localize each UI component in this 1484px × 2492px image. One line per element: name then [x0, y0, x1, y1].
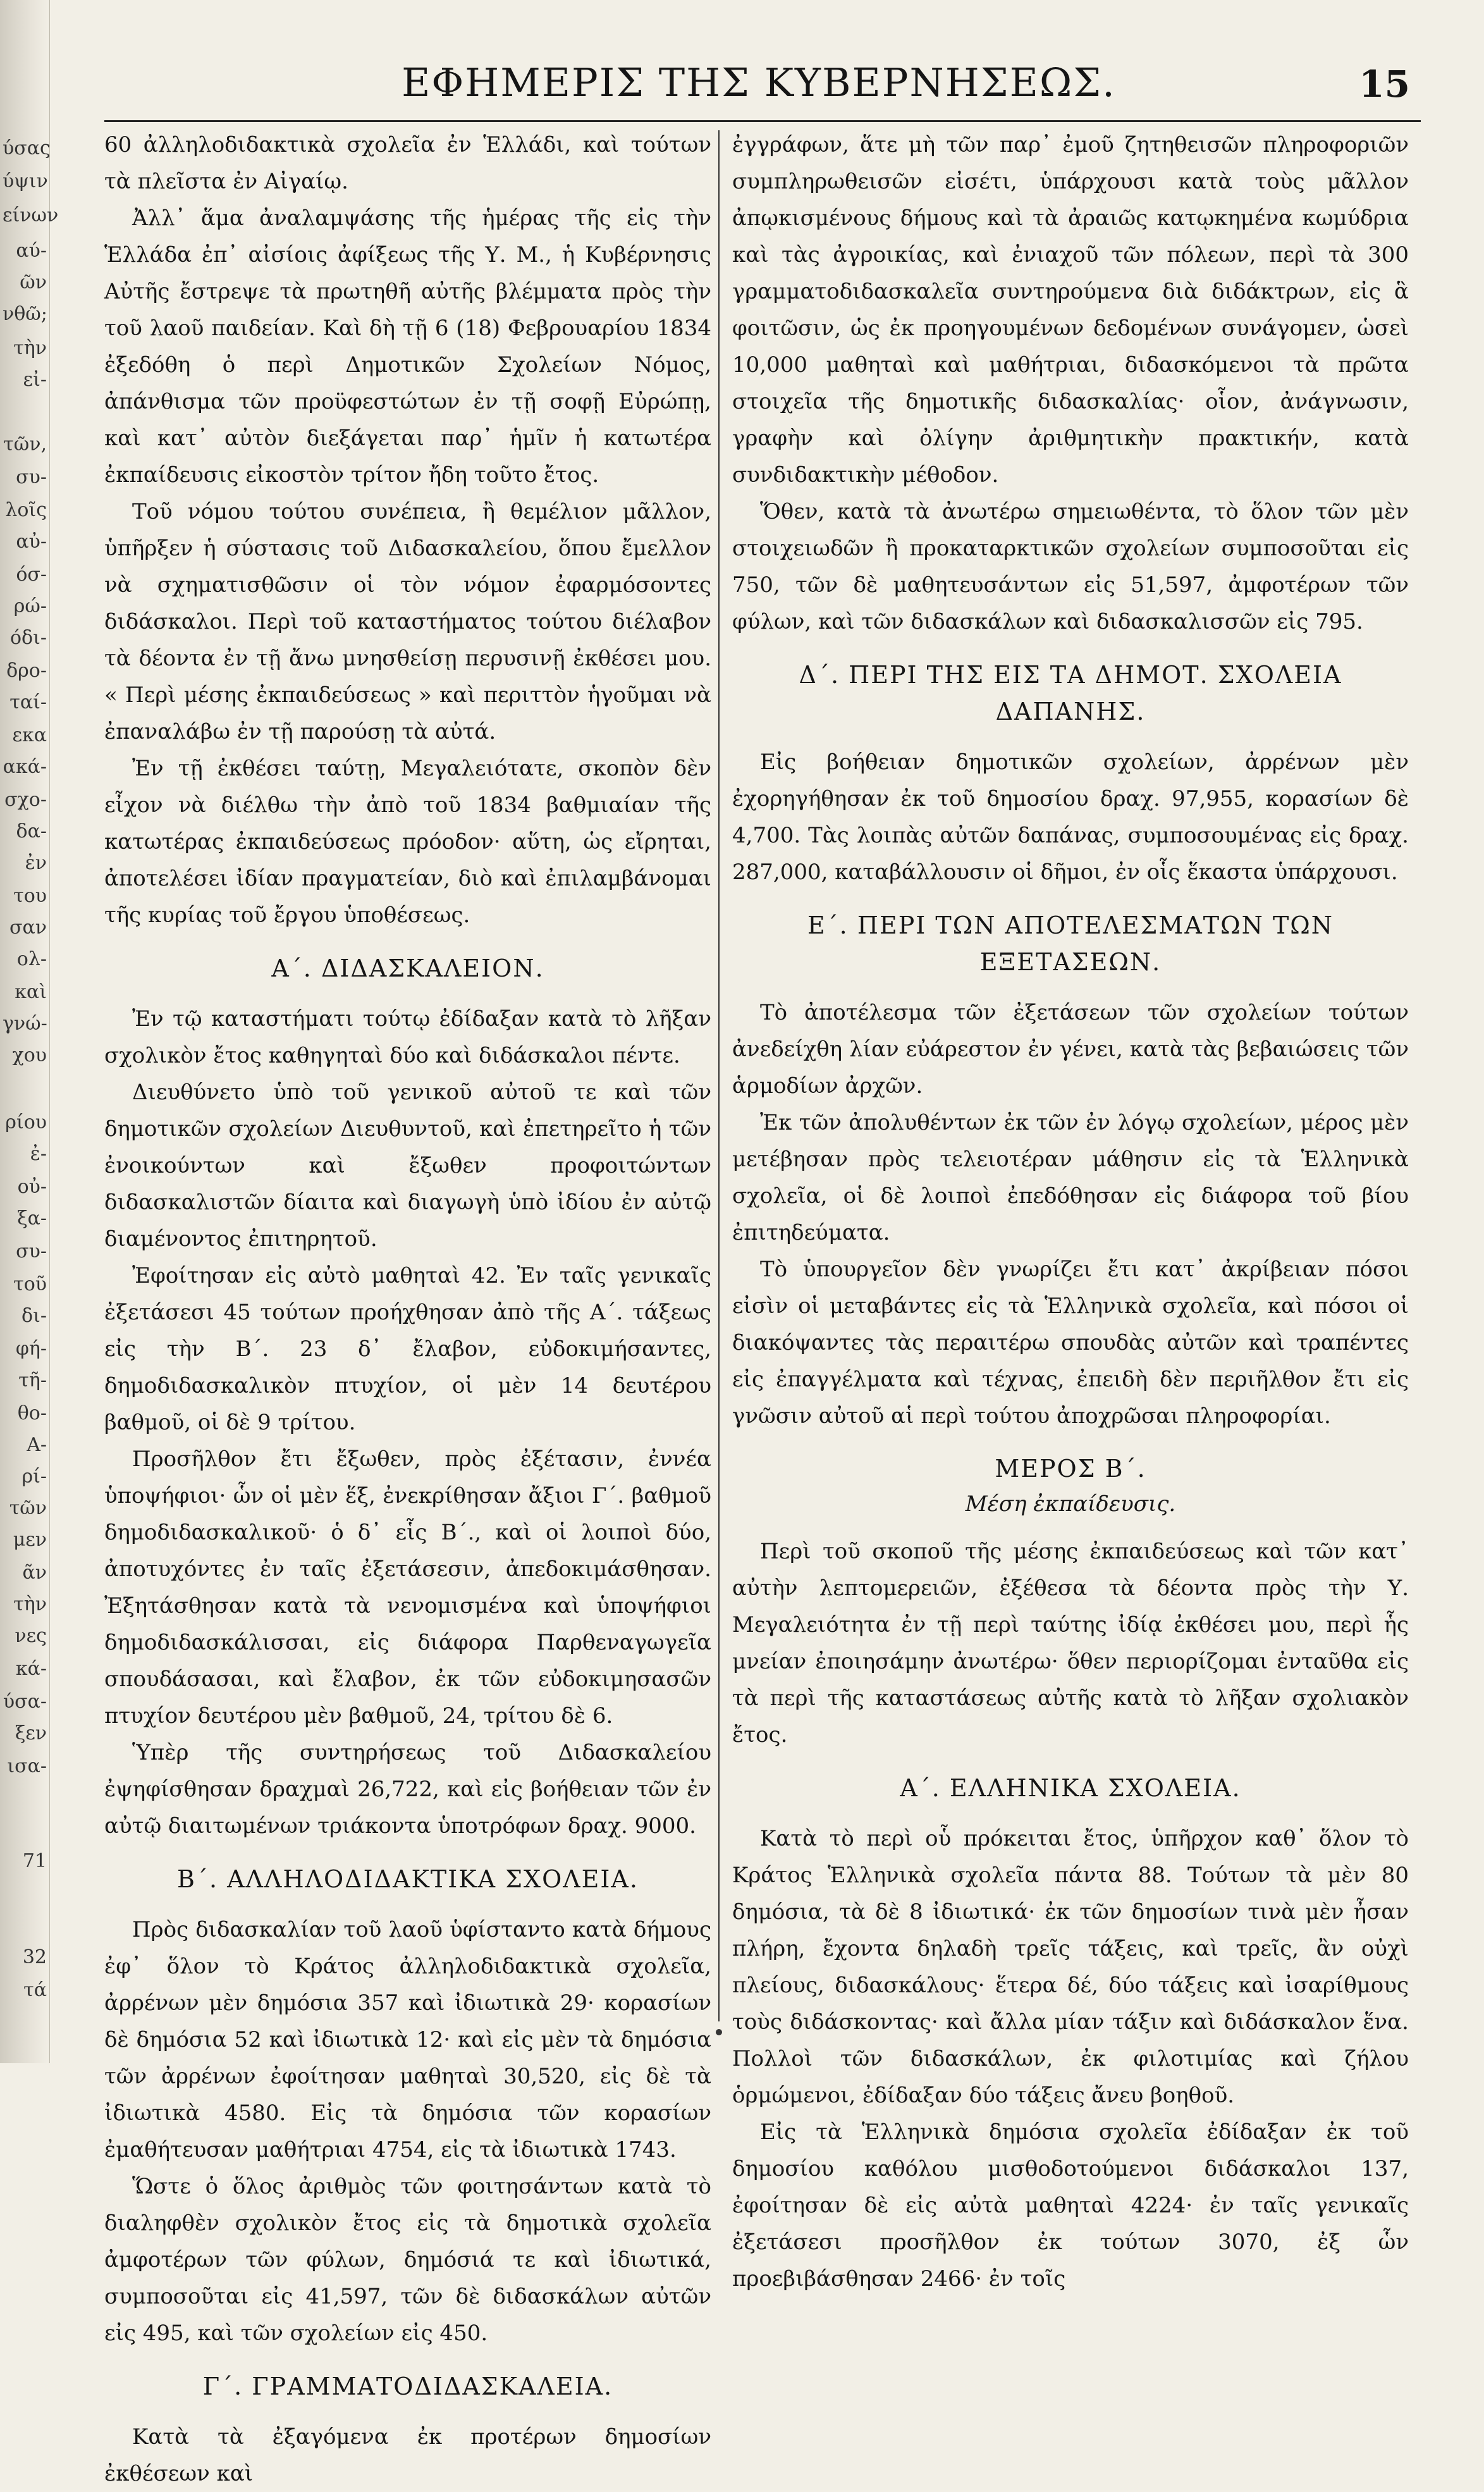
edge-fragment: συ- — [16, 1240, 47, 1262]
column-divider — [718, 130, 720, 2021]
edge-fragment: ρώ- — [13, 595, 47, 617]
edge-fragment: ισα- — [7, 1755, 47, 1777]
paragraph: Ὥστε ὁ ὅλος ἀριθμὸς τῶν φοιτησάντων κατὰ τὸ διαληφθὲν σχολικὸν ἔτος εἰς τὰ δημοτικὰ σχολεῖα ἀμφοτέρων τῶν φύλων, δημόσιά τε καὶ ἰδιωτικά, συμποσοῦται εἰς 41,597, τῶν δὲ διδασκάλων αὐτῶν εἰς 495, καὶ τῶν σχολείων εἰς 450. — [104, 2174, 711, 2346]
section-heading: Β΄. ΑΛΛΗΛΟΔΙΔΑΚΤΙΚΑ ΣΧΟΛΕΙΑ. — [177, 1865, 639, 1893]
edge-fragment: νθῶ; — [3, 303, 47, 325]
edge-fragment: καὶ — [15, 981, 47, 1003]
header-rule — [104, 120, 1421, 122]
edge-fragment: 71 — [22, 1850, 47, 1872]
paragraph: Ὑπὲρ τῆς συντηρήσεως τοῦ Διδασκαλείου ἐψηφίσθησαν δραχμαὶ 26,722, καὶ εἰς βοήθειαν τῶν ἐν αὐτῷ διαιτωμένων τριάκοντα ὑποτρόφων δραχ. 9000. — [104, 1740, 711, 1839]
edge-fragment: ξα- — [17, 1207, 47, 1230]
edge-fragment: όδι- — [9, 627, 47, 649]
edge-fragment: νες — [15, 1625, 47, 1647]
edge-fragment: συ- — [16, 466, 47, 488]
page-number: 15 — [1359, 63, 1410, 106]
edge-fragment: χου — [12, 1044, 47, 1066]
paragraph: Τὸ ὑπουργεῖον δὲν γνωρίζει ἔτι κατ᾽ ἀκρίβειαν πόσοι εἰσὶν οἱ μεταβάντες εἰς τὰ Ἑλληνικὰ σχολεῖα, καὶ πόσοι οἱ διακόψαντες τὰς περαιτέρω σπουδὰς αὐτῶν καὶ τραπέντες εἰς ἐπαγγέλματα καὶ τέχνας, ἐπειδὴ δὲν περιῆλθον ἔτι εἰς γνῶσιν αὐτοῦ αἱ περὶ τούτου ἀποχρῶσαι πληροφορίαι. — [732, 1257, 1409, 1429]
edge-fragment: οὐ- — [17, 1176, 47, 1198]
section-heading: Α΄. ΕΛΛΗΝΙΚΑ ΣΧΟΛΕΙΑ. — [900, 1774, 1241, 1802]
edge-fragment: 32 — [22, 1946, 47, 1968]
section-heading: Α΄. ΔΙΔΑΣΚΑΛΕΙΟΝ. — [271, 954, 544, 982]
edge-fragment: τοῦ — [13, 1273, 47, 1295]
paragraph: Ἀλλ᾽ ἅμα ἀναλαμψάσης τῆς ἡμέρας τῆς εἰς τὴν Ἑλλάδα ἐπ᾽ αἰσίοις ἀφίξεως τῆς Υ. Μ., ἡ Κυβέρνησις Αὐτῆς ἔστρεψε τὰ πρωτηθῆ αὐτῆς βλέμματα πρὸς τὴν τοῦ λαοῦ παιδείαν. Καὶ δὴ τῇ 6 (18) Φεβρουαρίου 1834 ἐξεδόθη ὁ περὶ Δημοτικῶν Σχολείων Νόμος, ἀπάνθισμα τῶν προϋφεστώτων ἐν τῇ σοφῇ Εὐρώπῃ, καὶ κατ᾽ αὐτὸν διεξάγεται παρ᾽ ἡμῖν ἡ κατωτέρα ἐκπαίδευσις εἰκοστὸν τρίτον ἤδη τοῦτο ἔτος. — [104, 206, 711, 488]
ornament-dot — [716, 2029, 722, 2035]
edge-fragment: δα- — [16, 820, 47, 842]
edge-fragment: εἰ- — [23, 369, 47, 391]
paragraph: Ἐφοίτησαν εἰς αὐτὸ μαθηταὶ 42. Ἐν ταῖς γενικαῖς ἐξετάσεσι 45 τούτων προήχθησαν ἀπὸ τῆς Α΄. τάξεως εἰς τὴν Β΄. 23 δ᾽ ἔλαβον, εὐδοκιμήσαντες, δημοδιδασκαλικὸν πτυχίον, οἱ μὲν 14 δευτέρου βαθμοῦ, οἱ δὲ 9 τρίτου. — [104, 1263, 711, 1435]
edge-fragment: ταί- — [9, 691, 47, 713]
paragraph: Κατὰ τὰ ἐξαγόμενα ἐκ προτέρων δημοσίων ἐκθέσεων καὶ — [104, 2424, 711, 2486]
edge-fragment: ύσας — [3, 137, 51, 159]
paragraph: Ἐν τῇ ἐκθέσει ταύτῃ, Μεγαλειότατε, σκοπὸν δὲν εἶχον νὰ διέλθω τὴν ἀπὸ τοῦ 1834 βαθμιαίαν τῆς κατωτέρας ἐκπαιδεύσεως πρόοδον· αὕτη, ὡς εἴρηται, ἀποτελέσει ἰδίαν πραγματείαν, διὸ καὶ ἐπιλαμβάνομαι τῆς κυρίας τοῦ ἔργου ὑποθέσεως. — [104, 756, 711, 928]
edge-fragment: τὴν — [13, 1593, 47, 1615]
edge-fragment: τῶν, — [3, 433, 47, 455]
section-heading: Ε΄. ΠΕΡΙ ΤΩΝ ΑΠΟΤΕΛΕΣΜΑΤΩΝ ΤΩΝ ΕΞΕΤΑΣΕΩΝ. — [807, 911, 1334, 976]
section-heading: Δ΄. ΠΕΡΙ ΤΗΣ ΕΙΣ ΤΑ ΔΗΜΟΤ. ΣΧΟΛΕΙΑ ΔΑΠΑΝΗΣ. — [799, 661, 1342, 725]
edge-fragment: του — [13, 885, 47, 907]
edge-fragment: δι- — [21, 1305, 47, 1327]
edge-fragment: τά — [23, 1979, 47, 2001]
edge-fragment: είνων — [3, 204, 59, 226]
paragraph: ἐγγράφων, ἅτε μὴ τῶν παρ᾽ ἐμοῦ ζητηθεισῶν πληροφοριῶν συμπληρωθεισῶν εἰσέτι, ὑπάρχουσι κατὰ τοὺς μᾶλλον ἀπῳκισμένους δήμους καὶ τὰ ἀραιῶς κατῳκημένα κωμύδρια καὶ τὰς ἀγροικίας, καὶ ἐνιαχοῦ τῶν πόλεων, περὶ τὰ 300 γραμματοδιδασκαλεῖα συντηρούμενα διὰ διδάκτρων, εἰς ἃ φοιτῶσιν, ὡς ἐκ προηγουμένων δεδομένων συνάγομεν, ὡσεὶ 10,000 μαθηταὶ καὶ μαθήτριαι, διδασκόμενοι τὰ πρῶτα στοιχεῖα τῆς δημοτικῆς διδασκαλίας· οἷον, ἀνάγνωσιν, γραφὴν καὶ ὀλίγην ἀριθμητικὴν πρακτικήν, κατὰ συνδιδακτικὴν μέθοδον. — [732, 132, 1409, 488]
edge-fragment: ύσα- — [3, 1691, 47, 1713]
right-column — [732, 126, 1409, 2297]
edge-fragment: ξεν — [15, 1722, 47, 1744]
paragraph: Τὸ ἀποτέλεσμα τῶν ἐξετάσεων τῶν σχολείων τούτων ἀνεδείχθη λίαν εὐάρεστον ἐν γένει, κατὰ τὰς βεβαιώσεις τῶν ἁρμοδίων ἀρχῶν. — [732, 1000, 1409, 1099]
edge-fragment: λοῖς — [5, 499, 47, 521]
edge-fragment: Α- — [27, 1434, 47, 1456]
adjacent-page-edge — [0, 0, 59, 2063]
edge-fragment: τῆ- — [18, 1369, 47, 1391]
paragraph: Τοῦ νόμου τούτου συνέπεια, ἢ θεμέλιον μᾶλλον, ὑπῆρξεν ἡ σύστασις τοῦ Διδασκαλείου, ὅπου ἔμελλον νὰ σχηματισθῶσιν οἱ τὸν νόμον ἐφαρμόσοντες διδάσκαλοι. Περὶ τοῦ καταστήματος τούτου διέλαβον τὰ δέοντα ἐν τῇ ἄνω μνησθείσῃ περυσινῇ ἐκθέσει μου. « Περὶ μέσης ἐκπαιδεύσεως » καὶ περιττὸν ἡγοῦμαι νὰ ἐπαναλάβω ἐν τῇ παρούσῃ τὰ αὐτά. — [104, 499, 711, 744]
edge-fragment: φή- — [15, 1338, 47, 1360]
part-subtitle: Μέση ἐκπαίδευσις. — [965, 1491, 1176, 1517]
edge-fragment: ολ- — [16, 948, 47, 970]
edge-fragment: ρίου — [5, 1111, 47, 1133]
page-title: ΕΦΗΜΕΡΙΣ ΤΗΣ ΚΥΒΕΡΝΗΣΕΩΣ. — [402, 59, 1116, 106]
edge-fragment: σαν — [9, 916, 47, 939]
paragraph: Εἰς βοήθειαν δημοτικῶν σχολείων, ἀρρένων μὲν ἐχορηγήθησαν ἐκ τοῦ δημοσίου δραχ. 97,955, κορασίων δὲ 4,700. Τὰς λοιπὰς αὐτῶν δαπάνας, συμποσουμένας εἰς δραχ. 287,000, καταβάλλουσιν οἱ δῆμοι, ἐν οἷς ἕκαστα ὑπάρχουσι. — [732, 749, 1409, 885]
edge-fragment: ρί- — [21, 1465, 47, 1488]
edge-fragment: ύψιν — [3, 170, 48, 192]
edge-fragment: κά- — [15, 1658, 47, 1680]
paragraph: Περὶ τοῦ σκοποῦ τῆς μέσης ἐκπαιδεύσεως καὶ τῶν κατ᾽ αὐτὴν λεπτομερειῶν, ἐξέθεσα τὰ δέοντα πρὸς τὴν Υ. Μεγαλειότητα ἐν τῇ περὶ ταύτης ἰδίᾳ ἐκθέσει μου, περὶ ἧς μνείαν ἐποιησάμην ἀνωτέρω· ὅθεν περιορίζομαι ἐνταῦθα εἰς τὰ περὶ τῆς καταστάσεως αὐτῆς κατὰ τὸ λῆξαν σχολιακὸν ἔτος. — [732, 1539, 1409, 1748]
paragraph: 60 ἀλληλοδιδακτικὰ σχολεῖα ἐν Ἑλλάδι, καὶ τούτων τὰ πλεῖστα ἐν Αἰγαίῳ. — [104, 132, 711, 194]
edge-fragment: ακά- — [3, 756, 47, 778]
left-column — [104, 126, 711, 2492]
edge-fragment: ᾶν — [22, 1562, 47, 1584]
paragraph: Ὅθεν, κατὰ τὰ ἀνωτέρω σημειωθέντα, τὸ ὅλον τῶν μὲν στοιχειωδῶν ἢ προκαταρκτικῶν σχολείων συμποσοῦται εἰς 750, τῶν δὲ μαθητευσάντων εἰς 51,597, ἀμφοτέρων τῶν φύλων, καὶ τῶν διδασκάλων καὶ διδασκαλισσῶν εἰς 795. — [732, 499, 1409, 634]
paragraph: Πρὸς διδασκαλίαν τοῦ λαοῦ ὑφίσταντο κατὰ δήμους ἐφ᾽ ὅλον τὸ Κράτος ἀλληλοδιδακτικὰ σχολεῖα, ἀρρένων μὲν δημόσια 357 καὶ ἰδιωτικὰ 29· κορασίων δὲ δημόσια 52 καὶ ἰδιωτικὰ 12· καὶ εἰς μὲν τὰ δημόσια τῶν ἀρρένων ἐφοίτησαν μαθηταὶ 30,520, εἰς δὲ τὰ ἰδιωτικὰ 4580. Εἰς τὰ δημόσια τῶν κορασίων ἐμαθήτευσαν μαθήτριαι 4754, εἰς τὰ ἰδιωτικὰ 1743. — [104, 1917, 711, 2162]
part-heading: ΜΕΡΟΣ Β΄. — [995, 1455, 1146, 1483]
paragraph: Ἐν τῷ καταστήματι τούτῳ ἐδίδαξαν κατὰ τὸ λῆξαν σχολικὸν ἔτος καθηγηταὶ δύο καὶ διδάσκαλοι πέντε. — [104, 1006, 711, 1068]
page-header — [95, 61, 1423, 111]
edge-fragment: γνώ- — [3, 1013, 47, 1035]
edge-fragment: ῶν — [20, 271, 47, 293]
edge-fragment: τῶν — [9, 1497, 47, 1519]
edge-fragment: σχο- — [4, 789, 47, 811]
paragraph: Διευθύνετο ὑπὸ τοῦ γενικοῦ αὐτοῦ τε καὶ τῶν δημοτικῶν σχολείων Διευθυντοῦ, καὶ ἐπετηρεῖτο ἡ τῶν ἐνοικούντων καὶ ἔξωθεν προφοιτώντων διδασκαλιστῶν δίαιτα καὶ διαγωγὴ ὑπὸ ἰδίου ἐν αὐτῷ διαμένοντος ἐπιτηρητοῦ. — [104, 1080, 711, 1252]
edge-fragment: ἐν — [25, 852, 47, 874]
paragraph: Ἐκ τῶν ἀπολυθέντων ἐκ τῶν ἐν λόγῳ σχολείων, μέρος μὲν μετέβησαν πρὸς τελειοτέραν μάθησιν εἰς τὰ Ἑλληνικὰ σχολεῖα, οἱ δὲ λοιποὶ ἐπεδόθησαν εἰς διάφορα τοῦ βίου ἐπιτηδεύματα. — [732, 1110, 1409, 1245]
edge-fragment: ἐ- — [30, 1143, 47, 1165]
edge-fragment: τὴν — [13, 337, 47, 359]
edge-fragment: εκα — [12, 724, 47, 746]
edge-fragment: θο- — [17, 1402, 47, 1424]
edge-fragment: όσ- — [16, 564, 47, 586]
paragraph: Προσῆλθον ἔτι ἔξωθεν, πρὸς ἐξέτασιν, ἐννέα ὑποψήφιοι· ὧν οἱ μὲν ἕξ, ἐνεκρίθησαν ἄξιοι Γ΄. βαθμοῦ δημοδιδασκαλικοῦ· ὁ δ᾽ εἷς Β΄., καὶ οἱ λοιποὶ δύο, ἀποτυχόντες ἐν ταῖς ἐξετάσεσιν, ἀπεδοκιμάσθησαν. Ἐξητάσθησαν κατὰ τὰ νενομισμένα καὶ ὑποψήφιοι δημοδιδασκάλισσαι, εἰς διάφορα Παρθεναγωγεῖα σπουδάσασαι, καὶ ἔλαβον, ἐκ τῶν εὐδοκιμησασῶν πτυχίον δευτέρου μὲν βαθμοῦ, 24, τρίτου δὲ 6. — [104, 1446, 711, 1729]
edge-fragment: αὐ- — [16, 531, 47, 553]
paragraph: Κατὰ τὸ περὶ οὗ πρόκειται ἔτος, ὑπῆρχον καθ᾽ ὅλον τὸ Κράτος Ἑλληνικὰ σχολεῖα πάντα 88. Τούτων τὰ μὲν 80 δημόσια, τὰ δὲ 8 ἰδιωτικά· ἐκ τῶν δημοσίων τινὰ μὲν ἦσαν πλήρη, ἔχοντα δηλαδὴ τρεῖς τάξεις, καὶ τρεῖς, ἂν οὐχὶ πλείους, διδασκάλους· ἕτερα δέ, δύο τάξεις καὶ ἰσαρίθμους τοὺς διδάσκοντας· καὶ ἄλλα μίαν τάξιν καὶ διδάσκαλον ἕνα. Πολλοὶ τῶν διδασκάλων, ἐκ φιλοτιμίας καὶ ζήλου ὁρμώμενοι, ἐδίδαξαν δύο τάξεις ἄνευ βοηθοῦ. — [732, 1826, 1409, 2108]
edge-fragment: δρο- — [6, 660, 47, 682]
edge-fragment: αύ- — [16, 240, 47, 262]
paragraph: Εἰς τὰ Ἑλληνικὰ δημόσια σχολεῖα ἐδίδαξαν ἐκ τοῦ δημοσίου καθόλου μισθοδοτούμενοι διδάσκαλοι 137, ἐφοίτησαν δὲ εἰς αὐτὰ μαθηταὶ 4224· ἐν ταῖς γενικαῖς ἐξετάσεσι προσῆλθον ἐκ τούτων 3070, ἐξ ὧν προεβιβάσθησαν 2466· ἐν τοῖς — [732, 2119, 1409, 2292]
edge-fragment: μεν — [13, 1529, 47, 1551]
section-heading: Γ΄. ΓΡΑΜΜΑΤΟΔΙΔΑΣΚΑΛΕΙΑ. — [202, 2372, 613, 2400]
